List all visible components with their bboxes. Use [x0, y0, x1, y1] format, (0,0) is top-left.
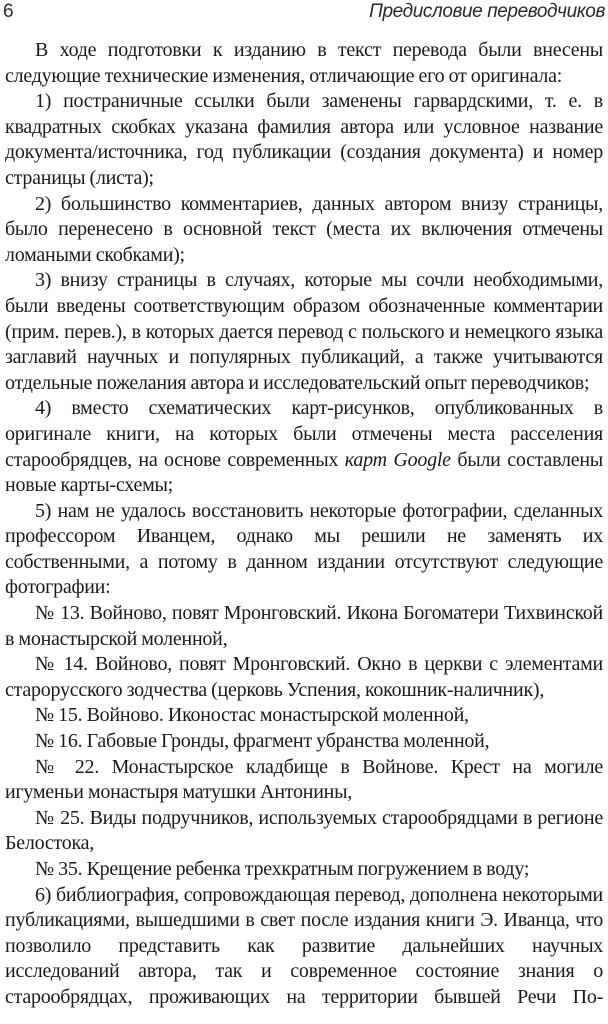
- paragraph-item-1: 1) постраничные ссылки были заменены гарвардскими, т. е. в квадратных скобках указана фамилия автора или условное название документа/источника, год публикации (создания документа) и номер страницы (листа);: [5, 90, 603, 189]
- running-header: [3, 0, 605, 26]
- section-title: Предисловие переводчиков: [369, 1, 605, 22]
- photo-entry-13: № 13. Войново, повят Мронговский. Икона Богоматери Тихвинской в монастырской моленной,: [5, 602, 603, 650]
- paragraph-item-4: [5, 396, 603, 498]
- paragraph-item-6: 6) библиография, сопровождающая перевод, дополнена некоторыми публикациями, вышедшими в свет после издания книги Э. Иванца, что позволило представить как развитие дальнейших научных исследований автора, так и современное состояние знания о старообрядцах, проживающих на территории бывшей Речи По-: [5, 883, 603, 1008]
- italic-term: карт Google: [344, 448, 451, 471]
- photo-entry-15: № 15. Войново. Иконостас монастырской моленной,: [35, 704, 469, 727]
- paragraph-item-4-text-before: 4) вместо схематических карт-рисунков, опубликованных в оригинале книги, на которых были отмечены места расселения старообрядцев, на основе современных: [5, 397, 603, 471]
- photo-entry-35: № 35. Крещение ребенка трехкратным погружением в воду;: [35, 858, 530, 880]
- page-number: 6: [3, 1, 14, 22]
- paragraph-item-3: 3) внизу страницы в случаях, которые мы сочли необходимыми, были введены соответствующим образом обозначенные комментарии (прим. перев.), в которых дается перевод с польского и немецкого языка заглавий научных и популярных публикаций, а также учитываются отдельные пожелания автора и исследовательский опыт переводчиков;: [5, 269, 603, 394]
- photo-entry-16: № 16. Габовые Гронды, фрагмент убранства моленной,: [35, 730, 490, 753]
- paragraph-intro: В ходе подготовки к изданию в текст перевода были внесены следующие технические изменения, отличающие его от оригинала:: [5, 39, 603, 87]
- paragraph-item-5: 5) нам не удалось восстановить некоторые фотографии, сделанных профессором Иванцем, однако мы решили не заменять их собственными, а потому в данном издании отсутствуют следующие фотографии:: [5, 499, 603, 599]
- paragraph-item-2: 2) большинство комментариев, данных автором внизу страницы, было перенесено в основной текст (места их включения отмечены ломаными скобками);: [5, 192, 603, 266]
- photo-entry-14: № 14. Войново, повят Мронговский. Окно в церкви с элементами старорусского зодчества (церковь Успения, кокошник-наличник),: [5, 653, 603, 701]
- paragraph-item-4-text-after: были составлены новые карты-схемы;: [5, 448, 603, 497]
- photo-entry-25: № 25. Виды подручников, используемых старообрядцами в регионе Белостока,: [5, 806, 603, 855]
- photo-entry-22: № 22. Монастырское кладбище в Войнове. Крест на могиле игуменьи монастыря матушки Антонины,: [5, 755, 603, 804]
- body-text: [5, 38, 603, 1011]
